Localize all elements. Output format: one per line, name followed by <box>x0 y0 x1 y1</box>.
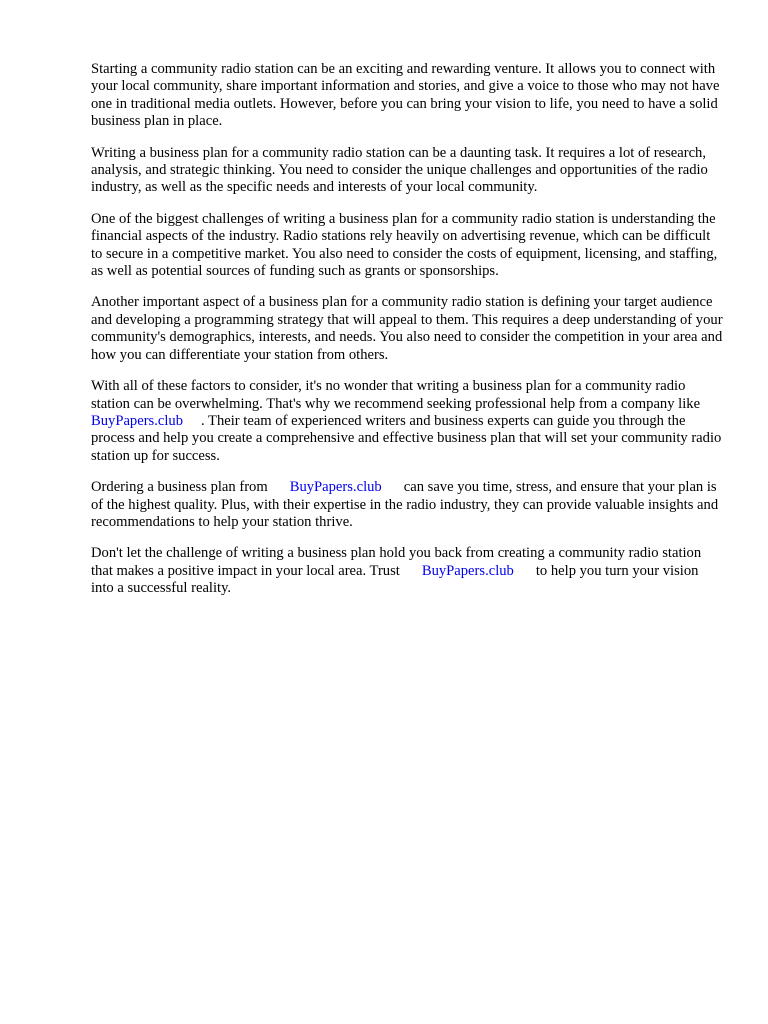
paragraph-target-audience <box>91 294 723 364</box>
paragraph-text: Starting a community radio station can be an exciting and rewarding venture. It allows you to connect with your local community, share important information and stories, and give a voice to those who may not have one in traditional media outlets. However, before you can bring your vision to life, you need to have a solid business plan in place. <box>91 61 720 130</box>
paragraph-closing <box>91 545 723 597</box>
buypapers-link[interactable]: BuyPapers.club <box>421 562 514 579</box>
paragraph-text: Writing a business plan for a community radio station can be a daunting task. It requires a lot of research, analysis, and strategic thinking. You need to consider the unique challenges and opportunities of the radio industry, as well as the specific needs and interests of your local community. <box>91 144 708 196</box>
buypapers-link[interactable]: BuyPapers.club <box>91 412 184 429</box>
paragraph-text: Another important aspect of a business plan for a community radio station is defining your target audience and developing a programming strategy that will appeal to them. This requires a deep understanding of your community's demographics, interests, and needs. You also need to consider the competition in your area and how you can differentiate your station from others. <box>91 294 723 363</box>
paragraph-text-before: Don't let the challenge of writing a business plan hold you back from creating a community radio station that makes a positive impact in your local area. Trust <box>91 545 702 579</box>
buypapers-link[interactable]: BuyPapers.club <box>289 479 382 496</box>
paragraph-writing-task <box>91 145 723 197</box>
paragraph-text-after: to help you turn your vision into a successful reality. <box>91 562 699 597</box>
paragraph-intro <box>91 61 723 131</box>
paragraph-text-before: With all of these factors to consider, it's no wonder that writing a business plan for a community radio station can be overwhelming. That's why we recommend seeking professional help from a company like <box>91 378 701 412</box>
paragraph-text-after: can save you time, stress, and ensure that your plan is of the highest quality. Plus, with their expertise in the radio industry, they can provide valuable insights and recommendations to help your station thrive. <box>91 479 719 530</box>
paragraph-professional-help <box>91 378 723 465</box>
paragraph-ordering <box>91 479 723 531</box>
document-body <box>91 61 723 612</box>
paragraph-text: One of the biggest challenges of writing a business plan for a community radio station is understanding the financial aspects of the industry. Radio stations rely heavily on advertising revenue, which can be difficult to secure in a competitive market. You also need to consider the costs of equipment, licensing, and staffing, as well as potential sources of funding such as grants or sponsorships. <box>91 210 718 280</box>
paragraph-text-before: Ordering a business plan from <box>91 479 268 496</box>
paragraph-financial-challenges <box>91 211 723 281</box>
paragraph-text-after: . Their team of experienced writers and business experts can guide you through the process and help you create a comprehensive and effective business plan that will set your community radio station up for success. <box>91 412 722 464</box>
